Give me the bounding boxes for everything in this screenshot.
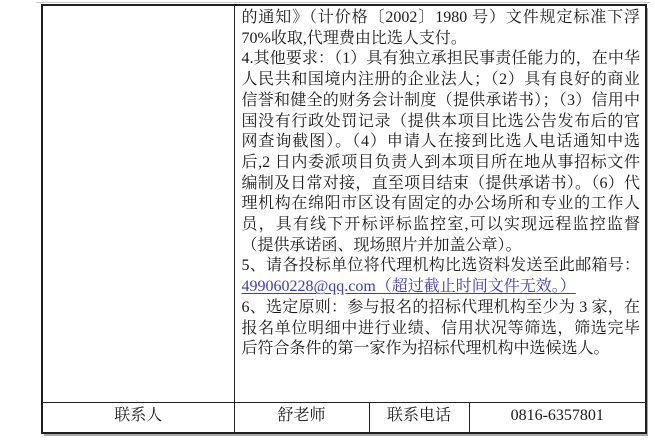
contact-person-label: 联系人 (42, 402, 234, 433)
email-instruction-text: 5、请各投标单位将代理机构比选资料发送至此邮箱号： (241, 257, 641, 275)
contact-phone-value: 0816-6357801 (469, 402, 646, 433)
scan-artifact-top-line (36, 2, 650, 3)
table-left-empty-cell (42, 5, 234, 402)
table-content-cell (234, 5, 646, 402)
table-body-row (42, 5, 646, 402)
contact-person-value: 舒老师 (234, 402, 369, 433)
paragraph-email-instruction (242, 256, 641, 297)
email-link[interactable]: 499060228@qq.com（超过截止时间文件无效。） (241, 278, 576, 296)
paragraph-fee-standard: 的通知》（计价格〔2002〕1980 号）文件规定标准下浮 70%收取,代理费由比选人支付。 (241, 9, 641, 47)
contact-row (42, 402, 646, 433)
bid-notice-table (41, 4, 647, 434)
paragraph-selection-principle: 6、选定原则：参与报名的招标代理机构至少为 3 家，在报名单位明细中进行业绩、信用状况等筛选，筛选完毕后符合条件的第一家作为招标代理机构中选候选人。 (241, 298, 641, 358)
paragraph-other-requirements: 4.其他要求：（1）具有独立承担民事责任能力的，在中华人民共和国境内注册的企业法人；（2）具有良好的商业信誉和健全的财务会计制度（提供承诺书）；（3）信用中国没有行政处罚记录（提供本项目比选公告发布后的官网查询截图）。（4）申请人在接到比选人电话通知中选后,2 日内委派项目负责人到本项目所在地从事招标文件编制及日常对接，直至项目结束（提供承诺书）。（6）代理机构在绵阳市区设有固定的办公场所和专业的工作人员，具有线下开标评标监控室,可以实现远程监控监督（提供承诺函、现场照片并加盖公章）。 (241, 50, 641, 254)
contact-phone-label: 联系电话 (369, 402, 469, 433)
